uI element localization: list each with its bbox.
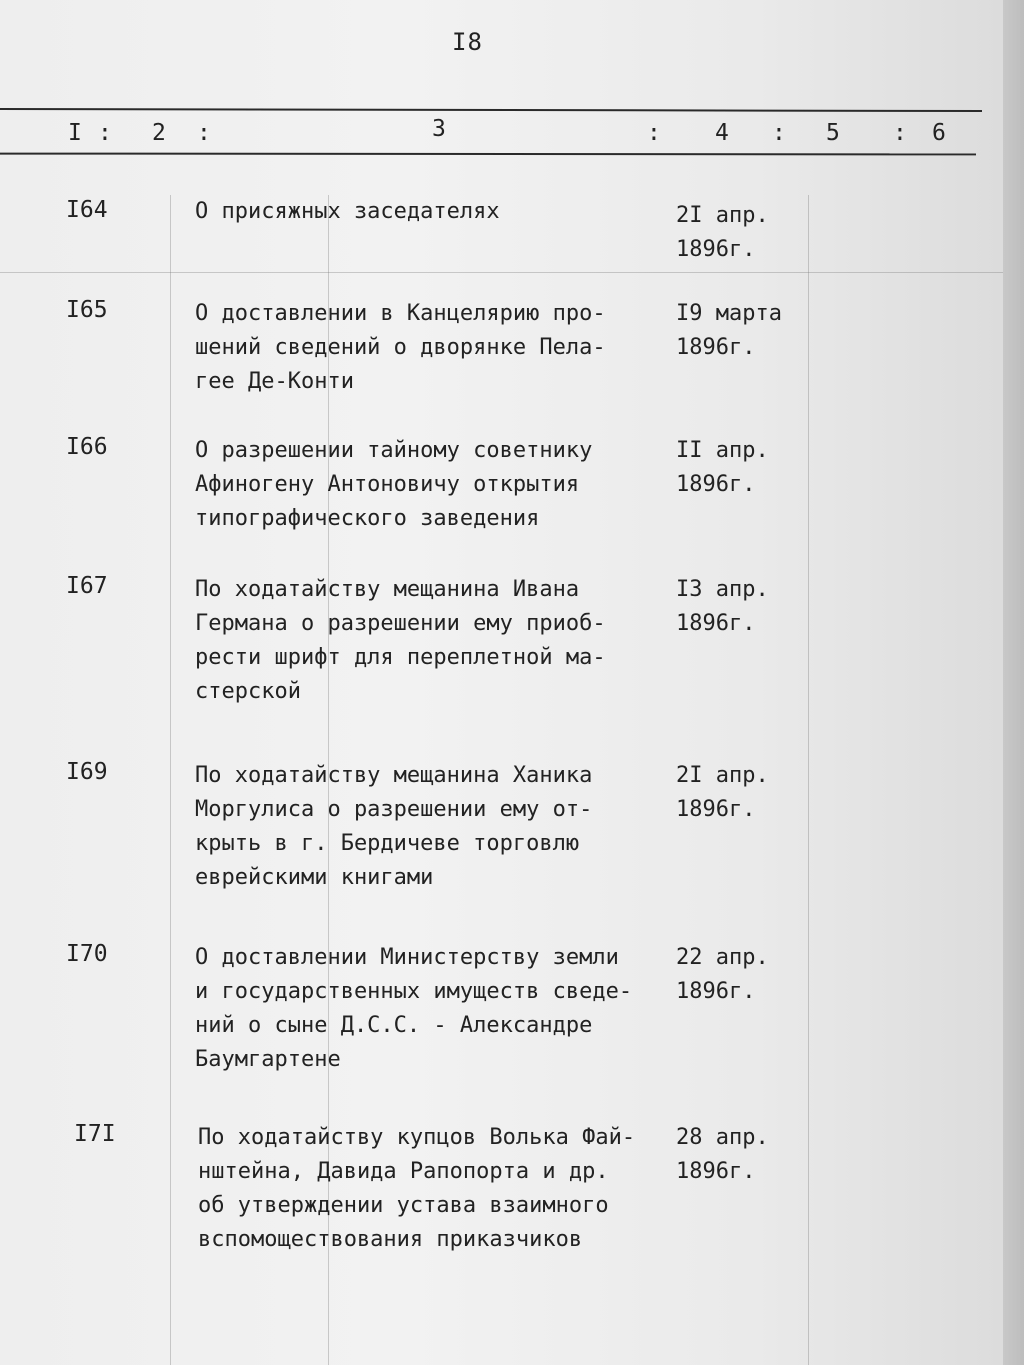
column-header-1: I bbox=[68, 120, 82, 146]
entry-date: 2I апр. 1896г. bbox=[676, 203, 769, 262]
bleed-through-line bbox=[808, 195, 809, 1365]
entry-date: 22 апр. 1896г. bbox=[676, 945, 769, 1004]
column-header-5: 5 bbox=[826, 120, 840, 146]
column-separator: : bbox=[197, 120, 211, 146]
entry-number: I66 bbox=[66, 434, 108, 460]
column-separator: : bbox=[772, 120, 786, 146]
header-bottom-rule bbox=[0, 153, 976, 156]
entry-title: О присяжных заседателях bbox=[195, 199, 500, 224]
column-header-2: 2 bbox=[152, 120, 166, 146]
column-separator: : bbox=[98, 120, 112, 146]
page-edge bbox=[1003, 0, 1024, 1365]
entry-title: По ходатайству мещанина Ивана Германа о разрешении ему приоб- рести шрифт для переплетной ма- стерской bbox=[195, 577, 606, 704]
header-top-rule bbox=[0, 108, 982, 112]
entry-date: I9 марта 1896г. bbox=[676, 301, 782, 360]
entry-date: I3 апр. 1896г. bbox=[676, 577, 769, 636]
entry-number: I69 bbox=[66, 759, 108, 785]
entry-title: О доставлении Министерству земли и государственных имуществ сведе- ний о сыне Д.С.С. - Александре Баумгартене bbox=[195, 945, 633, 1072]
page-number: I8 bbox=[452, 28, 483, 56]
column-header-4: 4 bbox=[715, 120, 729, 146]
column-separator: : bbox=[647, 120, 661, 146]
entry-date: 2I апр. 1896г. bbox=[676, 763, 769, 822]
entry-title: По ходатайству мещанина Ханика Моргулиса о разрешении ему от- крыть в г. Бердичеве торговлю еврейскими книгами bbox=[195, 763, 593, 890]
entry-title: О доставлении в Канцелярию про- шений сведений о дворянке Пела- гее Де-Конти bbox=[195, 301, 606, 394]
entry-number: I7I bbox=[74, 1121, 116, 1147]
entry-number: I64 bbox=[66, 197, 108, 223]
bleed-through-line bbox=[170, 195, 171, 1365]
entry-title: О разрешении тайному советнику Афиногену Антоновичу открытия типографического заведения bbox=[195, 438, 593, 531]
column-separator: : bbox=[893, 120, 907, 146]
bleed-through-line bbox=[0, 272, 1003, 273]
entry-date: II апр. 1896г. bbox=[676, 438, 769, 497]
entry-title: По ходатайству купцов Волька Фай- нштейна, Давида Рапопорта и др. об утверждении устава взаимного вспомоществования приказчиков bbox=[198, 1125, 636, 1252]
entry-number: I67 bbox=[66, 573, 108, 599]
entry-number: I65 bbox=[66, 297, 108, 323]
entry-number: I70 bbox=[66, 941, 108, 967]
column-header-3: 3 bbox=[432, 116, 446, 142]
entry-date: 28 апр. 1896г. bbox=[676, 1125, 769, 1184]
column-header-6: 6 bbox=[932, 120, 946, 146]
